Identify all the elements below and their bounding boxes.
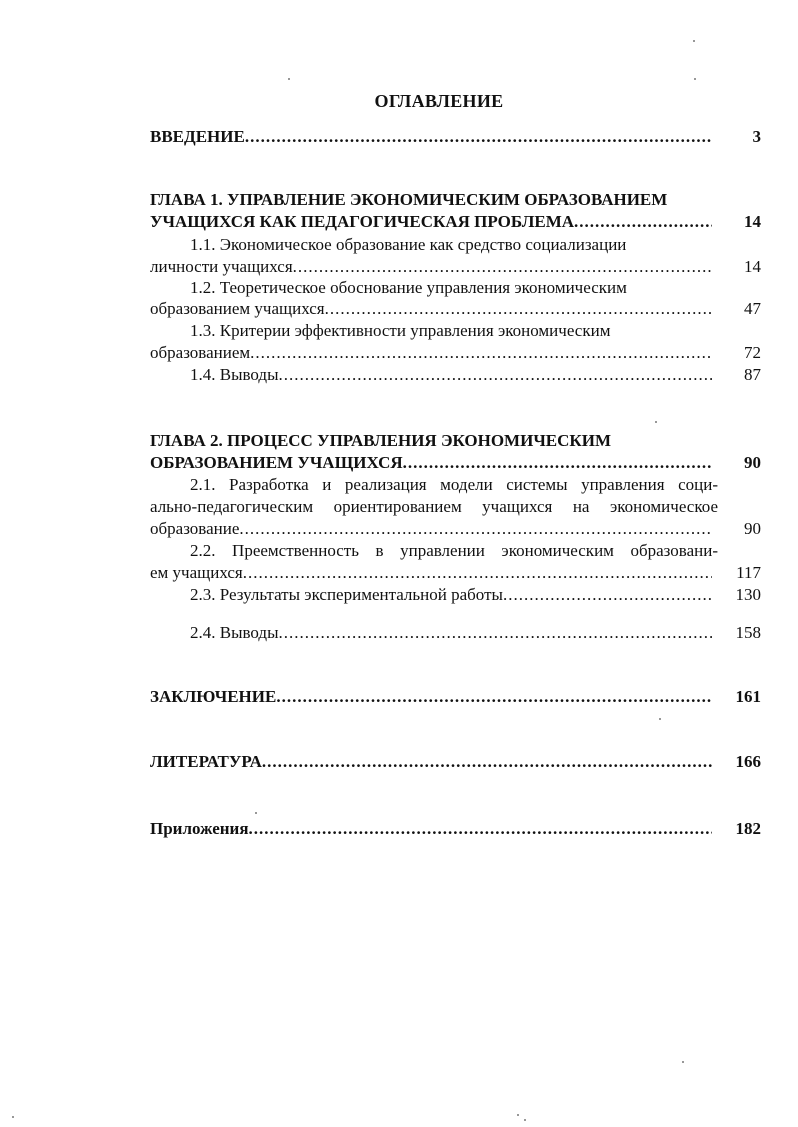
dot-leader (250, 342, 712, 363)
scan-speck (693, 40, 695, 42)
dot-leader (293, 256, 712, 277)
entry-page: 90 (744, 453, 761, 472)
scan-speck (517, 1114, 519, 1116)
scan-speck (694, 78, 696, 80)
scan-speck (659, 718, 661, 720)
dot-leader (503, 584, 712, 605)
toc-entry-section-2-3[interactable] (190, 584, 761, 605)
entry-label: ОБРАЗОВАНИЕМ УЧАЩИХСЯ (150, 453, 403, 472)
dot-leader (245, 126, 712, 147)
scan-speck (288, 78, 290, 80)
section-1-1-line1: 1.1. Экономическое образование как средство социализации (190, 235, 627, 254)
scan-speck (255, 812, 257, 814)
entry-label: ЗАКЛЮЧЕНИЕ (150, 687, 277, 706)
section-2-1-line1: 2.1. Разработка и реализация модели системы управления соци- (190, 475, 718, 494)
toc-entry-conclusion[interactable] (150, 686, 761, 707)
entry-page: 117 (736, 563, 761, 582)
section-1-3-line1: 1.3. Критерии эффективности управления экономическим (190, 321, 611, 340)
entry-label: образование (150, 519, 240, 538)
dot-leader (276, 686, 712, 707)
toc-entry-section-1-4[interactable] (190, 364, 761, 385)
entry-page: 161 (735, 687, 761, 706)
entry-page: 158 (735, 623, 761, 642)
toc-entry-section-2-4[interactable] (190, 622, 761, 643)
toc-entry-section-2-1[interactable] (150, 518, 761, 539)
dot-leader (279, 622, 712, 643)
toc-entry-appendix[interactable] (150, 818, 761, 839)
scan-speck (12, 1116, 14, 1118)
dot-leader (262, 751, 712, 772)
entry-label: образованием учащихся (150, 299, 325, 318)
entry-page: 72 (744, 343, 761, 362)
entry-label: 2.4. Выводы (190, 623, 279, 642)
toc-title: ОГЛАВЛЕНИЕ (374, 91, 504, 111)
entry-label: УЧАЩИХСЯ КАК ПЕДАГОГИЧЕСКАЯ ПРОБЛЕМА (150, 212, 575, 231)
entry-label: ЛИТЕРАТУРА (150, 752, 262, 771)
toc-entry-section-1-3[interactable] (150, 342, 761, 363)
entry-page: 87 (744, 365, 761, 384)
scan-speck (524, 1119, 526, 1121)
entry-page: 14 (744, 212, 761, 231)
toc-entry-chapter2[interactable] (150, 452, 761, 473)
entry-page: 3 (752, 127, 761, 146)
entry-page: 166 (735, 752, 761, 771)
section-1-2-line1: 1.2. Теоретическое обоснование управления экономическим (190, 278, 627, 297)
scan-speck (682, 1061, 684, 1063)
entry-label: ем учащихся (150, 563, 243, 582)
toc-entry-section-2-2[interactable] (150, 562, 761, 583)
toc-entry-chapter1[interactable] (150, 211, 761, 232)
entry-label: 2.3. Результаты экспериментальной работы (190, 585, 503, 604)
dot-leader (243, 562, 712, 583)
entry-label: 1.4. Выводы (190, 365, 279, 384)
entry-page: 182 (735, 819, 761, 838)
dot-leader (325, 298, 712, 319)
dot-leader (279, 364, 712, 385)
toc-entry-literature[interactable] (150, 751, 761, 772)
dot-leader (574, 211, 712, 232)
dot-leader (249, 818, 712, 839)
entry-page: 130 (735, 585, 761, 604)
chapter1-title-line1: ГЛАВА 1. УПРАВЛЕНИЕ ЭКОНОМИЧЕСКИМ ОБРАЗОВАНИЕМ (150, 190, 668, 209)
dot-leader (403, 452, 712, 473)
entry-page: 90 (744, 519, 761, 538)
entry-label: ВВЕДЕНИЕ (150, 127, 245, 146)
chapter2-title-line1: ГЛАВА 2. ПРОЦЕСС УПРАВЛЕНИЯ ЭКОНОМИЧЕСКИМ (150, 431, 612, 450)
entry-page: 14 (744, 257, 761, 276)
section-2-1-line2: ально-педагогическим ориентированием учащихся на экономическое (150, 497, 718, 516)
toc-entry-intro[interactable] (150, 126, 761, 147)
scan-speck (655, 421, 657, 423)
entry-page: 47 (744, 299, 761, 318)
toc-entry-section-1-2[interactable] (150, 298, 761, 319)
section-2-2-line1: 2.2. Преемственность в управлении экономическим образовани- (190, 541, 718, 560)
entry-label: образованием (150, 343, 251, 362)
dot-leader (239, 518, 712, 539)
entry-label: Приложения (150, 819, 249, 838)
toc-entry-section-1-1[interactable] (150, 256, 761, 277)
entry-label: личности учащихся (150, 257, 293, 276)
